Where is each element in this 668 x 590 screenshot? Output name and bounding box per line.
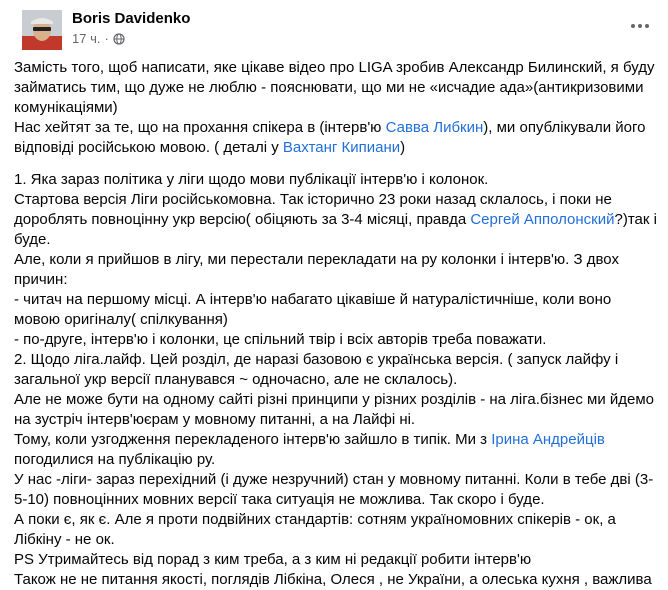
- text-line: [14, 290, 654, 310]
- text-segment: Але, коли я прийшов в лігу, ми перестали перекладати на ру колонки і інтерв'ю. З двох: [14, 251, 619, 268]
- text-segment: Лібкіну - не ок.: [14, 531, 115, 548]
- text-segment: дороблять повноцінну укр версію( обіцяють за 3-4 місяці, правда: [14, 211, 471, 228]
- text-segment: ?)так і: [614, 211, 657, 228]
- text-segment: - читач на першому місці. А інтерв'ю набагато цікавіше й натуралістичніше, коли воно: [14, 291, 612, 308]
- text-segment: У нас -ліги- зараз перехідний (і дуже незручний) стан у мовному питанні. Коли в тебе дві (3-: [14, 471, 654, 488]
- mention-link[interactable]: Ірина Андрейців: [491, 431, 605, 448]
- text-line: [14, 550, 654, 570]
- text-line: [14, 78, 654, 98]
- text-segment: Тому, коли узгодження перекладеного інтерв'ю зайшло в типік. Ми з: [14, 431, 492, 448]
- text-line: [14, 138, 654, 158]
- text-line: [14, 570, 654, 590]
- paragraph-gap: [14, 158, 654, 170]
- text-line: [14, 410, 654, 430]
- text-line: [14, 510, 654, 530]
- text-segment: 5-10) повноцінних мовних версії така ситуація не можлива. Так скоро і буде.: [14, 491, 545, 508]
- text-segment: - по-друге, інтерв'ю і колонки, це спільний твір і всіх авторів треба поважати.: [14, 331, 547, 348]
- text-line: [14, 430, 654, 450]
- globe-icon[interactable]: [113, 33, 125, 45]
- text-segment: Стартова версія Ліги російськомовна. Так історично 23 роки назад склалось, і поки не: [14, 191, 612, 208]
- text-segment: Також не не питання якості, поглядів Лібкіна, Олеся , не України, а олеська кухня , важлива: [14, 571, 652, 588]
- mention-link[interactable]: Сергей Апполонский: [470, 211, 615, 228]
- author-name[interactable]: Boris Davidenko: [72, 10, 191, 27]
- text-line: [14, 470, 654, 490]
- mention-link[interactable]: Савва Либкин: [385, 119, 484, 136]
- text-line: [14, 98, 654, 118]
- post-body: [14, 58, 657, 590]
- text-line: [14, 450, 654, 470]
- text-segment: причин:: [14, 271, 68, 288]
- text-line: [14, 190, 654, 210]
- text-segment: займатись тим, що дуже не люблю - пояснювати, що ми не «исчадие ада»(антикризовими: [14, 79, 644, 96]
- text-segment: комунікаціями): [14, 99, 118, 116]
- text-segment: погодилися на публікацію ру.: [14, 451, 216, 468]
- paragraph-details: [14, 170, 657, 590]
- text-segment: 2. Щодо ліга.лайф. Цей розділ, де наразі базовою є українська версія. ( запуск лайфу і: [14, 351, 619, 368]
- text-line: [14, 250, 654, 270]
- text-segment: ), ми опублікували його: [483, 119, 646, 136]
- text-line: [14, 390, 654, 410]
- text-segment: загальної укр версії планувався ~ одночасно, але не склалось).: [14, 371, 458, 388]
- more-options-icon[interactable]: [626, 12, 654, 40]
- paragraph-intro: [14, 58, 654, 158]
- text-segment: Але не може бути на одному сайті різні принципи у різних розділів - на ліга.бізнес ми йдемо: [14, 391, 654, 408]
- text-line: [14, 490, 654, 510]
- text-line: [14, 58, 654, 78]
- text-line: [14, 370, 654, 390]
- text-segment: відповіді російською мовою. ( деталі у: [14, 139, 283, 156]
- text-segment: PS Утримайтесь від порад з ким треба, а з ким ні редакції робити інтерв'ю: [14, 551, 532, 568]
- post-meta: [72, 31, 125, 46]
- text-line: [14, 350, 654, 370]
- author-avatar[interactable]: [22, 10, 62, 50]
- text-line: [14, 310, 654, 330]
- text-segment: А поки є, як є. Але я проти подвійних стандартів: сотням україномовних спікерів - ок, а: [14, 511, 616, 528]
- text-line: [14, 530, 654, 550]
- avatar-image: [22, 10, 62, 50]
- text-segment: на зустріч інтерв'юєрам у мовному питанні, а на Лайфі ні.: [14, 411, 416, 428]
- text-segment: 1. Яка зараз політика у ліги щодо мови публікації інтерв'ю і колонок.: [14, 171, 489, 188]
- text-segment: буде.: [14, 231, 51, 248]
- post-time[interactable]: 17 ч.: [72, 31, 101, 46]
- text-segment: ): [400, 139, 406, 156]
- text-segment: мовою оригіналу( спілкування): [14, 311, 228, 328]
- text-line: [14, 118, 654, 138]
- text-segment: Замість того, щоб написати, яке цікаве відео про LIGA зробив Александр Билинский, я буду: [14, 59, 655, 76]
- text-line: [14, 230, 654, 250]
- text-line: [14, 270, 654, 290]
- post-header: [14, 0, 654, 56]
- text-line: [14, 210, 657, 230]
- text-line: [14, 170, 654, 190]
- mention-link[interactable]: Вахтанг Кипиани: [282, 139, 401, 156]
- text-line: [14, 330, 654, 350]
- text-segment: Нас хейтят за те, що на прохання спікера в (інтерв'ю: [14, 119, 386, 136]
- meta-separator: ·: [104, 31, 109, 46]
